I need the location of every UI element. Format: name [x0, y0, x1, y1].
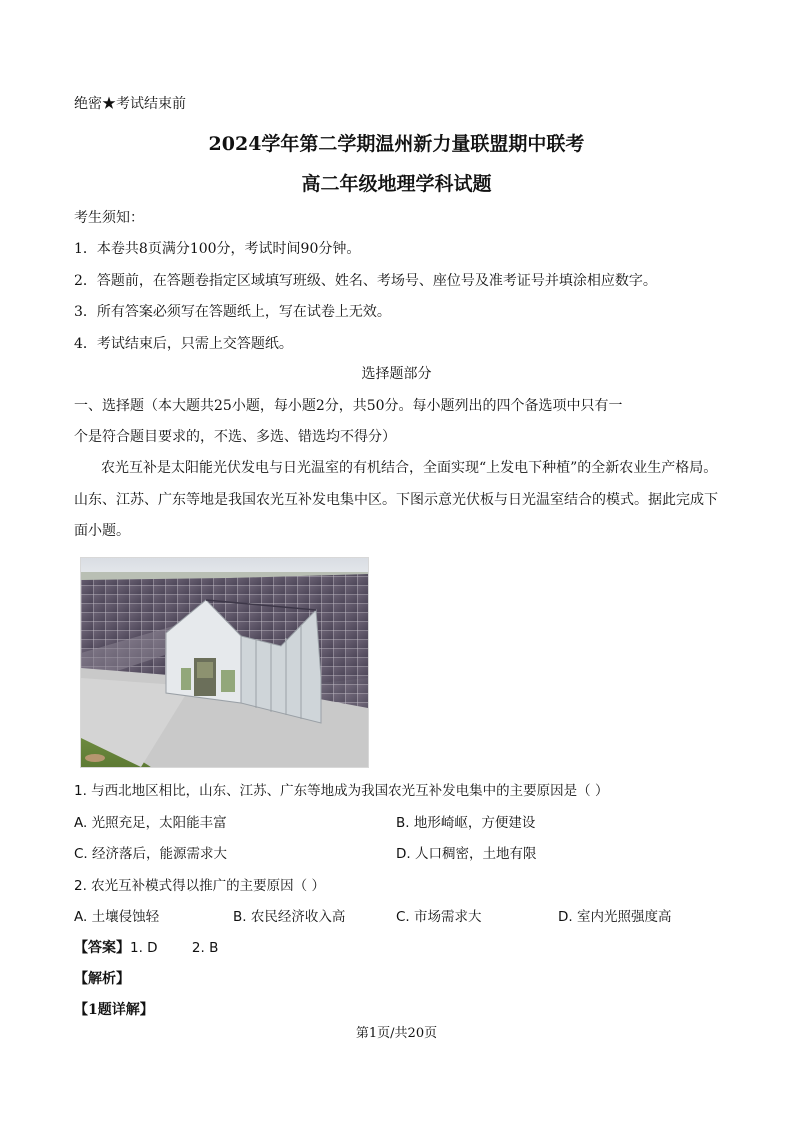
notice-item: 1．本卷共8页满分100分，考试时间90分钟。 [74, 241, 361, 257]
analysis-label: 【解析】 [74, 971, 130, 987]
answer-label: 【答案】 [74, 940, 130, 956]
option-c: C. 市场需求大 [396, 909, 482, 925]
notice-heading: 考生须知： [74, 210, 144, 226]
solar-greenhouse-photo [80, 557, 369, 768]
confidential-mark: 绝密★考试结束前 [74, 96, 186, 112]
passage-line: 面小题。 [74, 523, 130, 539]
notice-item: 4．考试结束后，只需上交答题纸。 [74, 336, 293, 352]
passage-line: 山东、江苏、广东等地是我国农光互补发电集中区。下图示意光伏板与日光温室结合的模式。据此完成下 [74, 492, 718, 508]
section-heading: 选择题部分 [361, 366, 432, 382]
notice-item: 3．所有答案必须写在答题纸上，写在试卷上无效。 [74, 304, 391, 320]
option-a: A. 土壤侵蚀轻 [74, 909, 160, 925]
detail-label: 【1题详解】 [74, 1002, 154, 1018]
question-stem: 1. 与西北地区相比，山东、江苏、广东等地成为我国农光互补发电集中的主要原因是（ ） [74, 783, 609, 799]
answer-values: 1. D 2. B [130, 940, 219, 956]
exam-subtitle: 高二年级地理学科试题 [301, 173, 492, 195]
option-d: D. 室内光照强度高 [558, 909, 672, 925]
option-d: D. 人口稠密，土地有限 [396, 846, 537, 862]
page-number: 第1页/共20页 [355, 1026, 438, 1041]
option-b: B. 农民经济收入高 [233, 909, 346, 925]
option-b: B. 地形崎岖，方便建设 [396, 815, 536, 831]
option-a: A. 光照充足，太阳能丰富 [74, 815, 227, 831]
passage-line: 农光互补是太阳能光伏发电与日光温室的有机结合，全面实现“上发电下种植”的全新农业生产格局。 [101, 460, 718, 476]
exam-title: 2024学年第二学期温州新力量联盟期中联考 [208, 133, 585, 155]
section-intro: 个是符合题目要求的，不选、多选、错选均不得分） [74, 429, 396, 445]
answer-line [74, 938, 218, 958]
section-intro: 一、选择题（本大题共25小题，每小题2分，共50分。每小题列出的四个备选项中只有一 [74, 398, 623, 414]
option-c: C. 经济落后，能源需求大 [74, 846, 228, 862]
question-stem: 2. 农光互补模式得以推广的主要原因（ ） [74, 878, 325, 894]
notice-item: 2．答题前，在答题卷指定区域填写班级、姓名、考场号、座位号及准考证号并填涂相应数字。 [74, 273, 657, 289]
